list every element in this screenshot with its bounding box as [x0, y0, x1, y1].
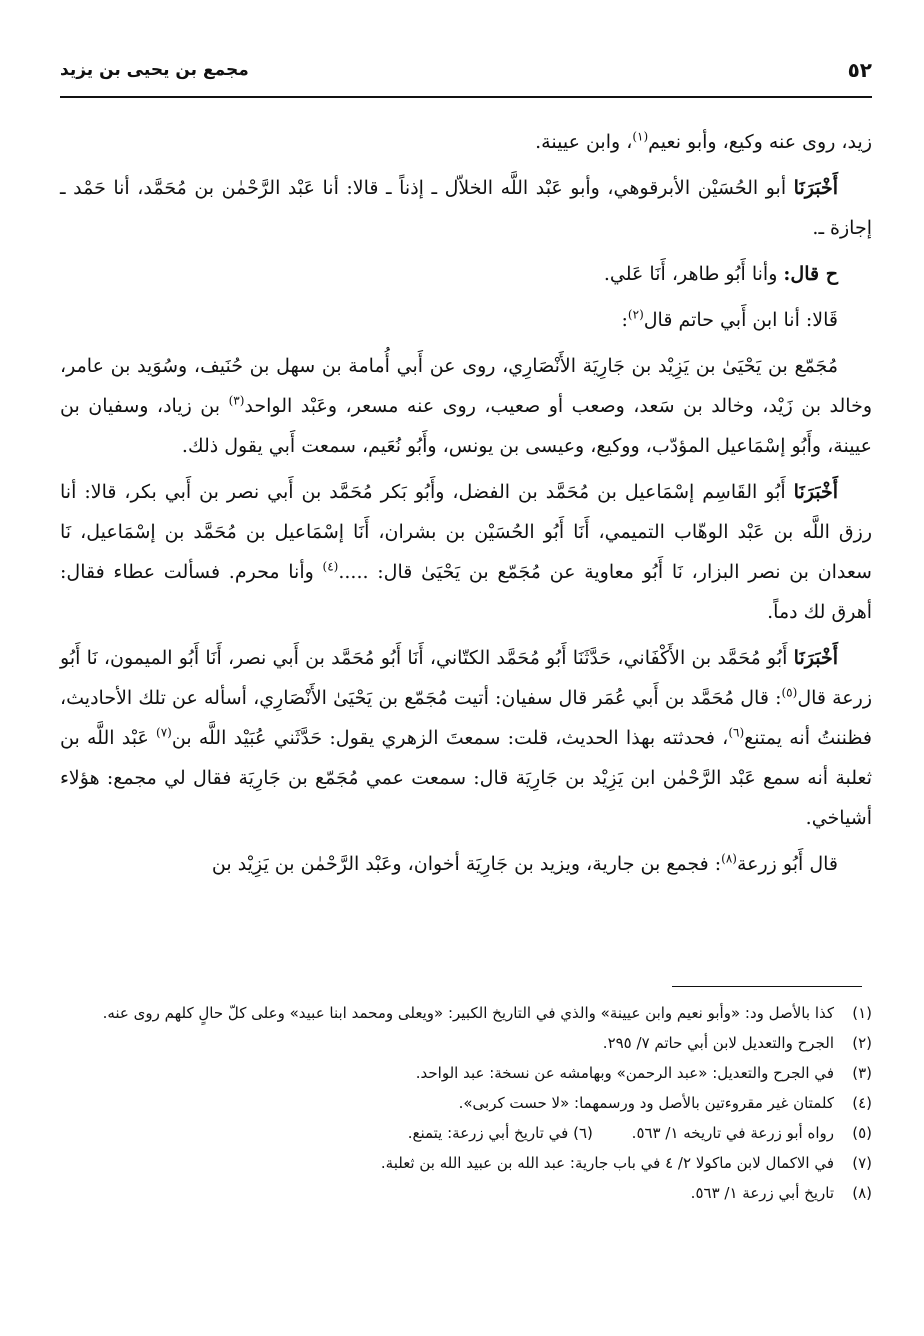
footnote: [60, 998, 872, 1028]
text-run: زيد، روى عنه وكيع، وأبو نعيم: [648, 131, 872, 153]
footnote-marker: (١): [632, 129, 649, 144]
footnote-marker: (٧): [156, 725, 172, 740]
text-run: قال أَبُو زرعة: [736, 853, 838, 875]
footnote-number: (٨): [852, 1184, 872, 1202]
footnote-number: (٥): [852, 1124, 872, 1142]
footnote-number: (٤): [852, 1094, 872, 1112]
paragraph: [60, 472, 872, 632]
isnad-lead: ح قال:: [783, 263, 838, 285]
paragraph: [60, 300, 872, 340]
footnote-separator: [672, 986, 862, 987]
footnote: [60, 1118, 872, 1148]
paragraph: [60, 844, 872, 884]
footnote: [60, 1088, 872, 1118]
paragraph: [60, 254, 872, 294]
text-run: ، فحدثته بهذا الحديث، قلت: سمعتَ الزهري يقول: حَدَّثَني عُبَيْد اللَّه بن: [171, 727, 729, 749]
text-run: وأنا محرم. فسألت عطاء فقال: أهرق لك دماً.: [60, 561, 872, 623]
text-run: قَالا: أنا ابن أَبي حاتم قال: [643, 309, 838, 331]
footnote-text: في الاكمال لابن ماكولا ٢/ ٤ في باب جارية: عبد الله بن عبيد الله بن ثعلبة.: [380, 1154, 834, 1172]
footnote: [60, 1058, 872, 1088]
footnote: [60, 1148, 872, 1178]
footnote: [60, 1028, 872, 1058]
paragraph: [60, 168, 872, 248]
footnote: [60, 1178, 872, 1208]
paragraph: [60, 638, 872, 838]
text-run: ، وابن عيينة.: [535, 131, 633, 153]
footnote-text: كلمتان غير مقروءتين بالأصل ود ورسمهما: «لا حست كربى».: [458, 1094, 834, 1112]
footnote-marker: (٤): [322, 559, 339, 574]
footnote-number: (٦): [573, 1124, 593, 1142]
text-run: أَبُو مُحَمَّد بن الأَكْفَاني، حَدَّثَنَا أَبُو مُحَمَّد الكتّاني، أَنَا أَبُو مُحَمَّد بن أَبي نصر، أَنَا أَبُو الميمون، نَا أَبُو زرعة قال: [60, 647, 872, 709]
footnote-marker: (٥): [781, 685, 798, 700]
text-run: بن زياد، وسفيان بن عيينة، وأَبُو إسْمَاعيل المؤدّب، ووكيع، وعيسى بن يونس، وأَبُو نُعَيم، سمعت أَبي يقول ذلك.: [60, 395, 872, 457]
text-run: : قال مُحَمَّد بن أَبي عُمَر قال سفيان: أتيت مُجَمّع بن يَحْيَىٰ الأَنْصَارِي، أسأله عن تلك الأحاديث، فظننتُ أنه يمتنع: [60, 687, 873, 749]
footnotes: [60, 998, 872, 1208]
text-run: : فجمع بن جارية، ويزيد بن جَارِيَة أخوان، وعَبْد الرَّحْمٰن بن يَزِيْد بن: [211, 853, 722, 875]
text-run: عَبْد اللَّه بن ثعلبة أنه سمع عَبْد الرَّحْمٰن ابن يَزِيْد بن جَارِيَة قال: سمعت عمي مُجَمّع بن جَارِيَة فقال لي مجمع: هؤلاء أشياخي.: [60, 727, 872, 829]
footnote-marker: (٨): [721, 851, 737, 866]
footnote-number: (٧): [852, 1154, 872, 1172]
page-number: ٥٢: [847, 58, 872, 82]
paragraph: [60, 122, 872, 162]
footnote-number: (٢): [852, 1034, 872, 1052]
footnote-marker: (٣): [228, 393, 245, 408]
isnad-lead: أَخْبَرَنَا: [793, 481, 838, 503]
footnote-text: تاريخ أبي زرعة ١/ ٥٦٣.: [690, 1184, 834, 1202]
footnote-text: كذا بالأصل ود: «وأبو نعيم وابن عيينة» والذي في التاريخ الكبير: «ويعلى ومحمد ابنا عبيد» وعلى كلّ حالٍ كلهم روى عنه.: [102, 1004, 834, 1022]
main-text: [60, 122, 872, 890]
text-run: :: [621, 309, 628, 331]
text-run: وأنا أَبُو طاهر، أَنَا عَلي.: [603, 263, 778, 285]
footnote-text: رواه أبو زرعة في تاريخه ١/ ٥٦٣.: [631, 1124, 834, 1142]
text-run: أَبُو القَاسِم إسْمَاعيل بن مُحَمَّد بن الفضل، وأَبُو بَكر مُحَمَّد بن أَبي نصر بن أَبي بكر، قالا: أنا رزق اللَّه بن عَبْد الوهّاب التميمي، أَنَا أَبُو الحُسَيْن بن بشران، أَنَا إسْمَاعيل بن مُحَمَّد بن إسْمَاعيل، نَا سعدان بن نصر البزار، نَا أَبُو معاوية عن مُجَمّع بن يَحْيَىٰ قال: .....: [60, 481, 872, 583]
isnad-lead: أَخْبَرَنَا: [793, 647, 838, 669]
text-run: مُجَمّع بن يَحْيَىٰ بن يَزِيْد بن جَارِيَة الأَنْصَارِي، روى عن أَبي أُمامة بن سهل بن حُنَيف، وسُوَيد بن عامر، وخالد بن زَيْد، وخالد بن سَعد، وصعب أو صعيب، روى عنه مسعر، وعَبْد الواحد: [60, 355, 873, 417]
footnote-text: الجرح والتعديل لابن أبي حاتم ٧/ ٢٩٥.: [602, 1034, 834, 1052]
footnote-marker: (٢): [627, 307, 644, 322]
paragraph: [60, 346, 872, 466]
footnote-number: (٣): [852, 1064, 872, 1082]
footnote-text: في الجرح والتعديل: «عبد الرحمن» وبهامشه عن نسخة: عبد الواحد.: [415, 1064, 834, 1082]
footnote-text: [60, 1118, 834, 1148]
page-header: [60, 58, 872, 98]
footnote-text: في تاريخ أبي زرعة: يتمنع.: [407, 1124, 569, 1142]
running-title: مجمع بن يحيى بن يزيد: [60, 60, 249, 80]
isnad-lead: أَخْبَرَنَا: [793, 177, 838, 199]
text-run: أبو الحُسَيْن الأبرقوهي، وأبو عَبْد اللَّه الخلاّل ـ إذناً ـ قالا: أنا عَبْد الرَّحْمٰن بن مُحَمَّد، أنا حَمْد ـ إجازة ـ.: [60, 177, 872, 239]
footnote-number: (١): [852, 1004, 872, 1022]
footnote-marker: (٦): [728, 725, 745, 740]
